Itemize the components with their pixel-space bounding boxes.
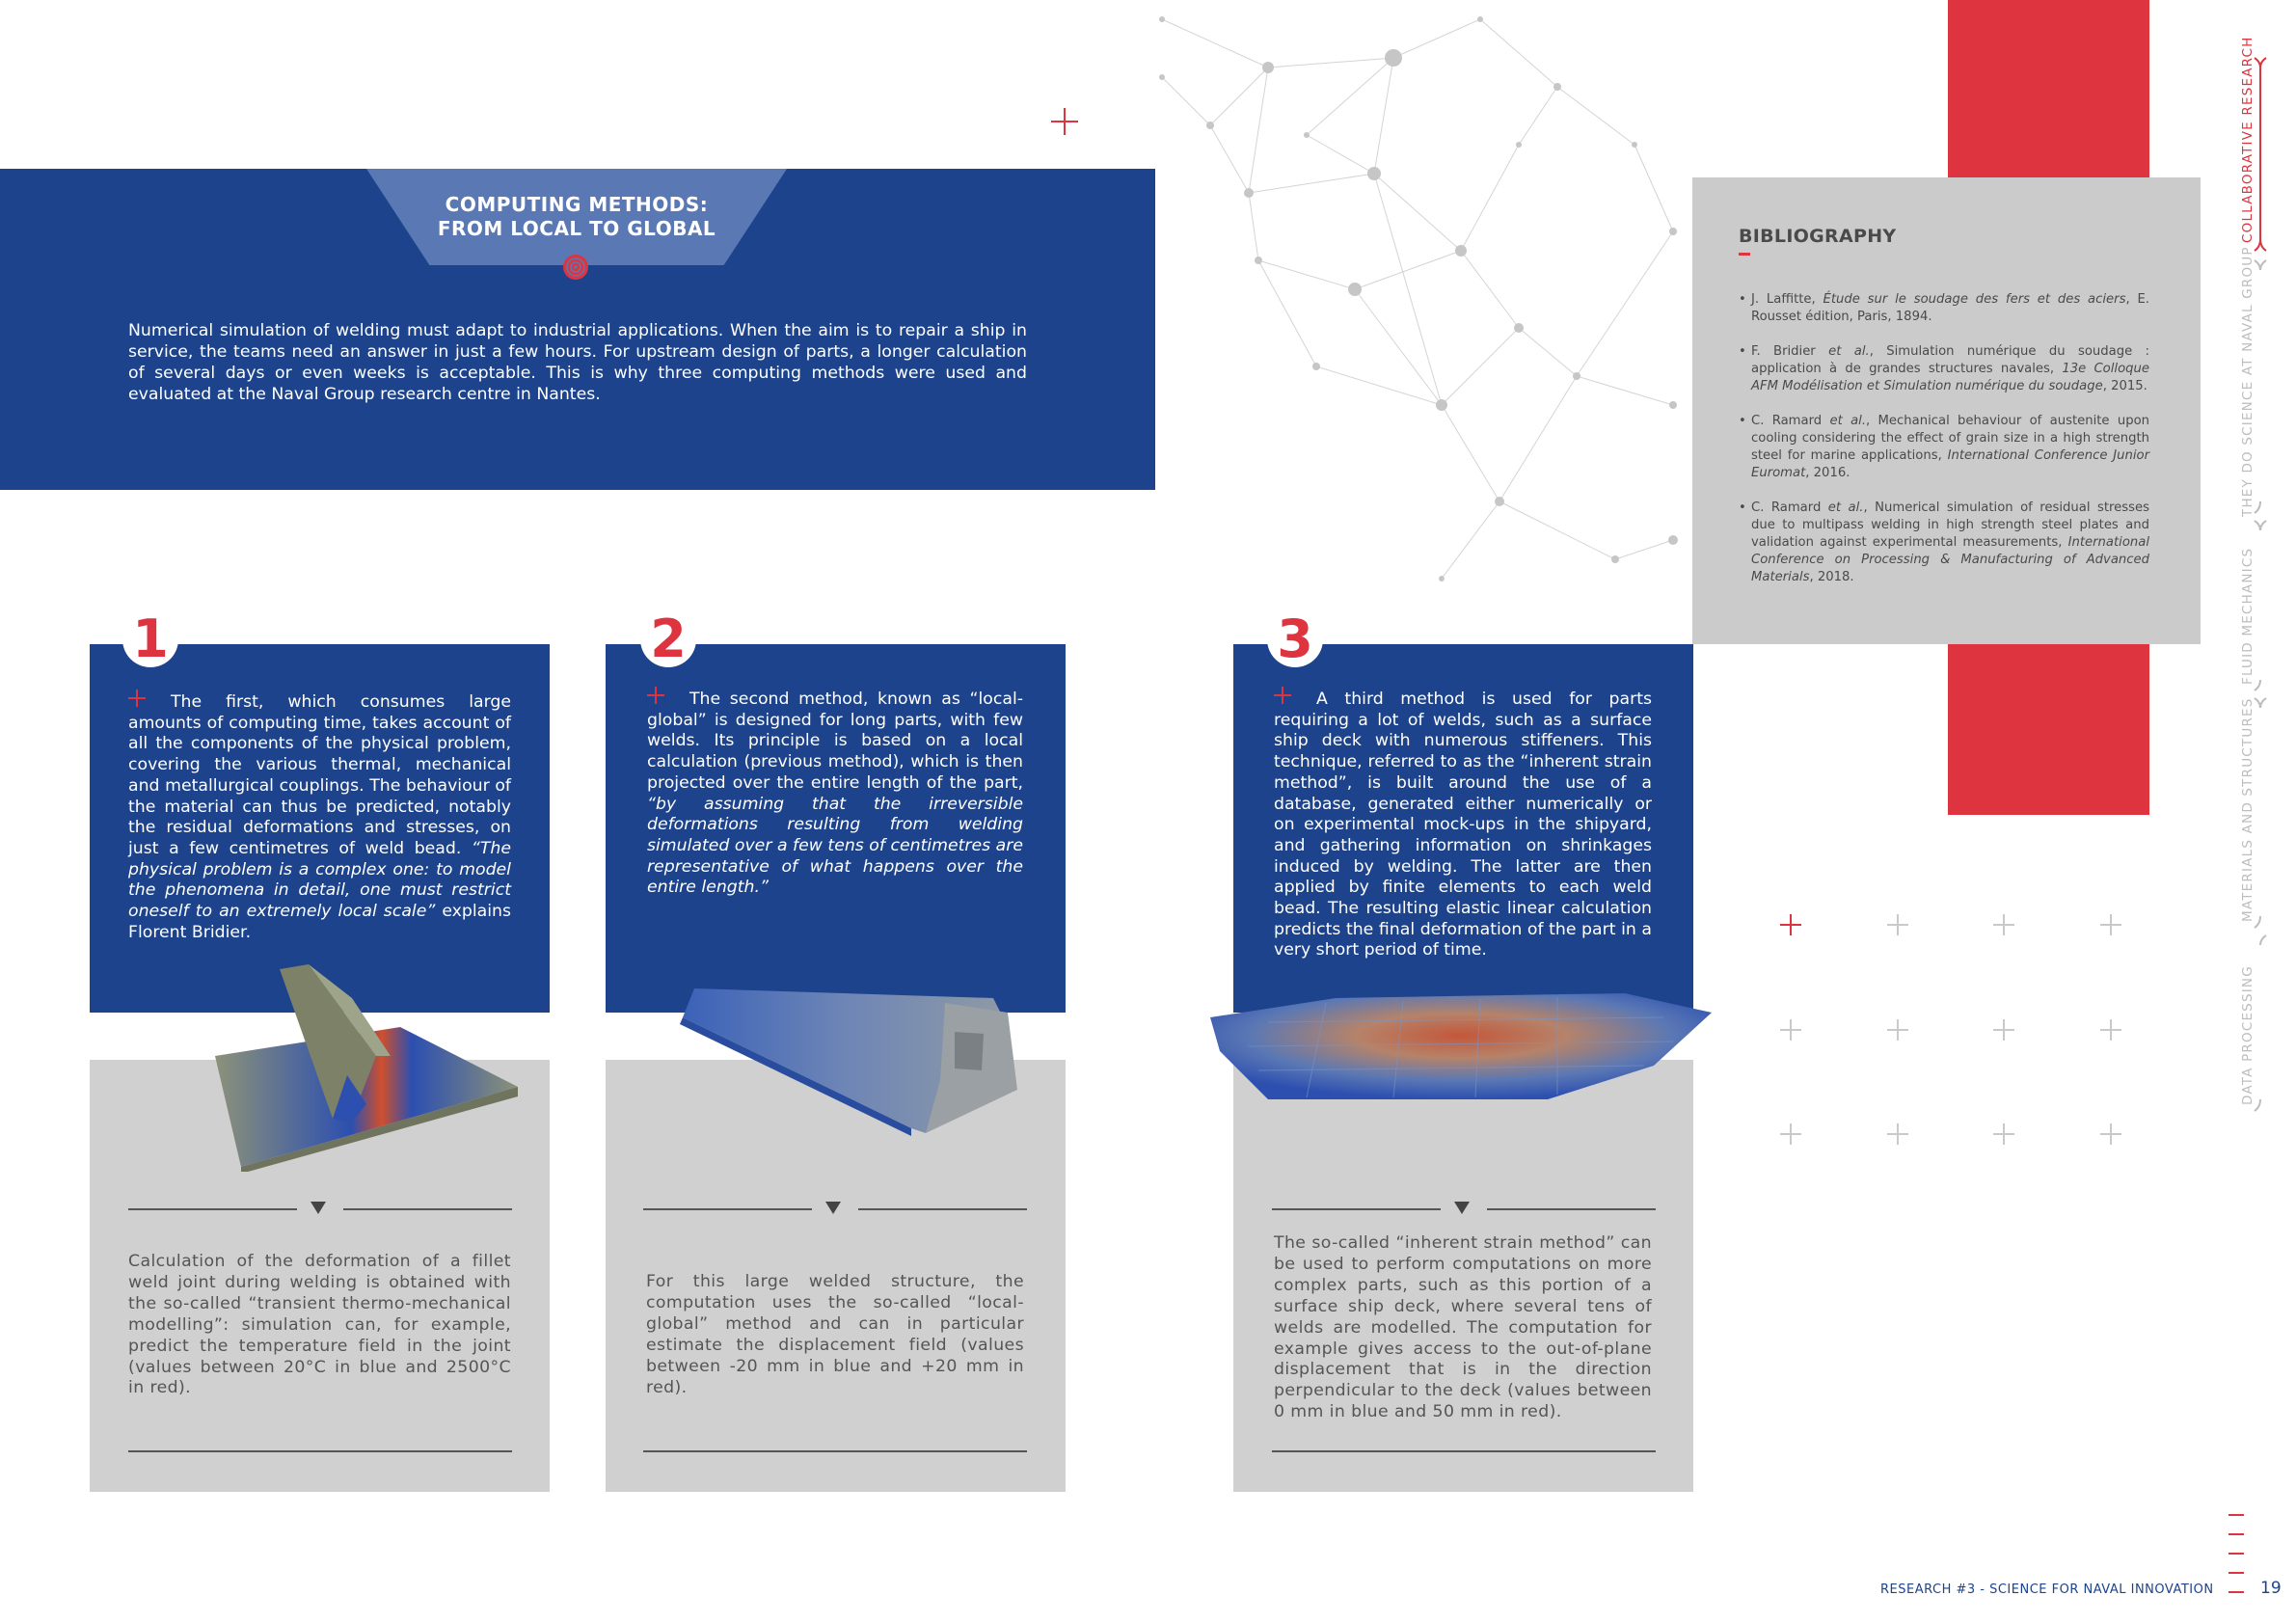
ship-deck-illustration bbox=[1210, 974, 1712, 1109]
side-menu-label: DATA PROCESSING bbox=[2240, 965, 2255, 1105]
chevron-down-icon bbox=[825, 1202, 841, 1214]
section-title-line2: FROM LOCAL TO GLOBAL bbox=[437, 217, 716, 240]
chevron-down-icon bbox=[1454, 1202, 1470, 1214]
plus-icon bbox=[2100, 914, 2121, 935]
plus-icon bbox=[1051, 108, 1078, 135]
method-number-3: 3 bbox=[1267, 611, 1323, 667]
method-number-1: 1 bbox=[122, 611, 178, 667]
plus-icon bbox=[1780, 1123, 1801, 1145]
red-accent-bar-bottom bbox=[1948, 643, 2149, 815]
section-title bbox=[366, 193, 787, 241]
caption-bottom-rule bbox=[643, 1450, 1027, 1452]
long-welded-part-illustration bbox=[675, 974, 1032, 1138]
plus-icon bbox=[1887, 914, 1908, 935]
plus-icon bbox=[1887, 1123, 1908, 1145]
chevron-down-icon bbox=[311, 1202, 326, 1214]
footer-dash bbox=[2228, 1572, 2244, 1574]
side-menu-label: COLLABORATIVE RESEARCH bbox=[2240, 36, 2255, 243]
fillet-weld-illustration bbox=[207, 960, 526, 1172]
plus-icon bbox=[1274, 694, 1316, 704]
plus-icon bbox=[1780, 1019, 1801, 1041]
caption-divider bbox=[1272, 1202, 1656, 1215]
footer-dash bbox=[2228, 1591, 2244, 1593]
side-menu-label: MATERIALS AND STRUCTURES bbox=[2240, 697, 2255, 922]
plus-icon bbox=[128, 697, 171, 707]
bibliography-title: BIBLIOGRAPHY bbox=[1739, 226, 1897, 247]
footer-dash bbox=[2228, 1533, 2244, 1535]
red-accent-bar-top bbox=[1948, 0, 2149, 178]
plus-icon bbox=[647, 694, 689, 704]
bibliography-underline bbox=[1739, 253, 1750, 256]
method-text-3: A third method is used for parts requiring a lot of welds, such as a surface ship deck with numerous stiffeners. This technique, referred to as the “inherent strain method”, is built around the use of a database, generated either numerically or on experimental mock-ups in the shipyard, and gathering information on shrinkages induced by welding. The latter are then applied by finite elements to each weld bead. The resulting elastic linear calculation predicts the final deformation of the part in a very short period of time. bbox=[1274, 690, 1652, 960]
method-text-2: The second method, known as “local-global” is designed for long parts, with few welds. Its principle is based on a local calculation (previous method), which is then projected over the entire length of the part, “by assuming that the irreversible deformations resulting from welding simulated over a few tens of centimetres are representative of what happens over the entire length.” bbox=[647, 690, 1023, 898]
footer-label: RESEARCH #3 - SCIENCE FOR NAVAL INNOVATION bbox=[1880, 1582, 2214, 1597]
footer-dash bbox=[2228, 1514, 2244, 1516]
caption-bottom-rule bbox=[128, 1450, 512, 1452]
method-number-2: 2 bbox=[640, 611, 696, 667]
plus-icon bbox=[2100, 1123, 2121, 1145]
caption-bottom-rule bbox=[1272, 1450, 1656, 1452]
side-menu-label: FLUID MECHANICS bbox=[2240, 547, 2255, 685]
caption-text-3: The so-called “inherent strain method” can be used to perform computations on more complex parts, such as this portion of a surface ship deck, where several tens of welds are modelled. The computation for example gives access to the out-of-plane displacement that is in the direction perpendicular to the deck (values between 0 mm in blue and 50 mm in red). bbox=[1274, 1233, 1652, 1422]
target-icon bbox=[561, 253, 590, 282]
method-text-1: The first, which consumes large amounts of computing time, takes account of all the components of the physical problem, covering the various thermal, mechanical and metallurgical couplings. The behaviour of the material can thus be predicted, notably the residual deformations and stresses, on just a few centimetres of weld bead. “The physical problem is a complex one: to model the phenomena in detail, one must restrict oneself to an extremely local scale” explains Florent Bridier. bbox=[128, 692, 511, 942]
bibliography-item: • F. Bridier et al., Simulation numérique du soudage : application à de grandes structures navales, 13e Colloque AFM Modélisation et Simulation numérique du soudage, 2015. bbox=[1739, 343, 2149, 395]
caption-divider bbox=[128, 1202, 512, 1215]
section-title-line1: COMPUTING METHODS: bbox=[445, 193, 709, 216]
side-menu-label: THEY DO SCIENCE AT NAVAL GROUP bbox=[2240, 246, 2255, 517]
intro-paragraph: Numerical simulation of welding must adapt to industrial applications. When the aim is to repair a ship in service, the teams need an answer in just a few hours. For upstream design of parts, a longer calculation of several days or even weeks is acceptable. This is why three computing methods were used and evaluated at the Naval Group research centre in Nantes. bbox=[128, 321, 1027, 404]
bibliography-item: • C. Ramard et al., Numerical simulation of residual stresses due to multipass welding in high strength steel plates and validation against experimental measurements, International Conference on Processing & Manufacturing of Advanced Materials, 2018. bbox=[1739, 500, 2149, 586]
side-menu-brackets bbox=[2228, 0, 2285, 1119]
plus-icon bbox=[1993, 1123, 2014, 1145]
network-graphic bbox=[1152, 0, 1692, 617]
caption-divider bbox=[643, 1202, 1027, 1215]
caption-text-1: Calculation of the deformation of a fillet weld joint during welding is obtained with the so-called “transient thermo-mechanical modelling”: simulation can, for example, predict the temperature field in the joint (values between 20°C in blue and 2500°C in red). bbox=[128, 1252, 511, 1398]
plus-icon bbox=[1993, 914, 2014, 935]
caption-text-2: For this large welded structure, the computation uses the so-called “local-global” method and can in particular estimate the displacement field (values between -20 mm in blue and +20 mm in red). bbox=[646, 1272, 1024, 1397]
plus-icon bbox=[1993, 1019, 2014, 1041]
page-number: 19 bbox=[2260, 1579, 2282, 1598]
bibliography-item: • C. Ramard et al., Mechanical behaviour of austenite upon cooling considering the effect of grain size in a high strength steel for marine applications, International Conference Junior Euromat, 2016. bbox=[1739, 413, 2149, 482]
plus-icon bbox=[1780, 914, 1801, 935]
plus-icon bbox=[2100, 1019, 2121, 1041]
footer-dash bbox=[2228, 1553, 2244, 1555]
plus-icon bbox=[1887, 1019, 1908, 1041]
bibliography-item: • J. Laffitte, Étude sur le soudage des fers et des aciers, E. Rousset édition, Paris, 1894. bbox=[1739, 291, 2149, 326]
bibliography-list bbox=[1739, 291, 2149, 604]
